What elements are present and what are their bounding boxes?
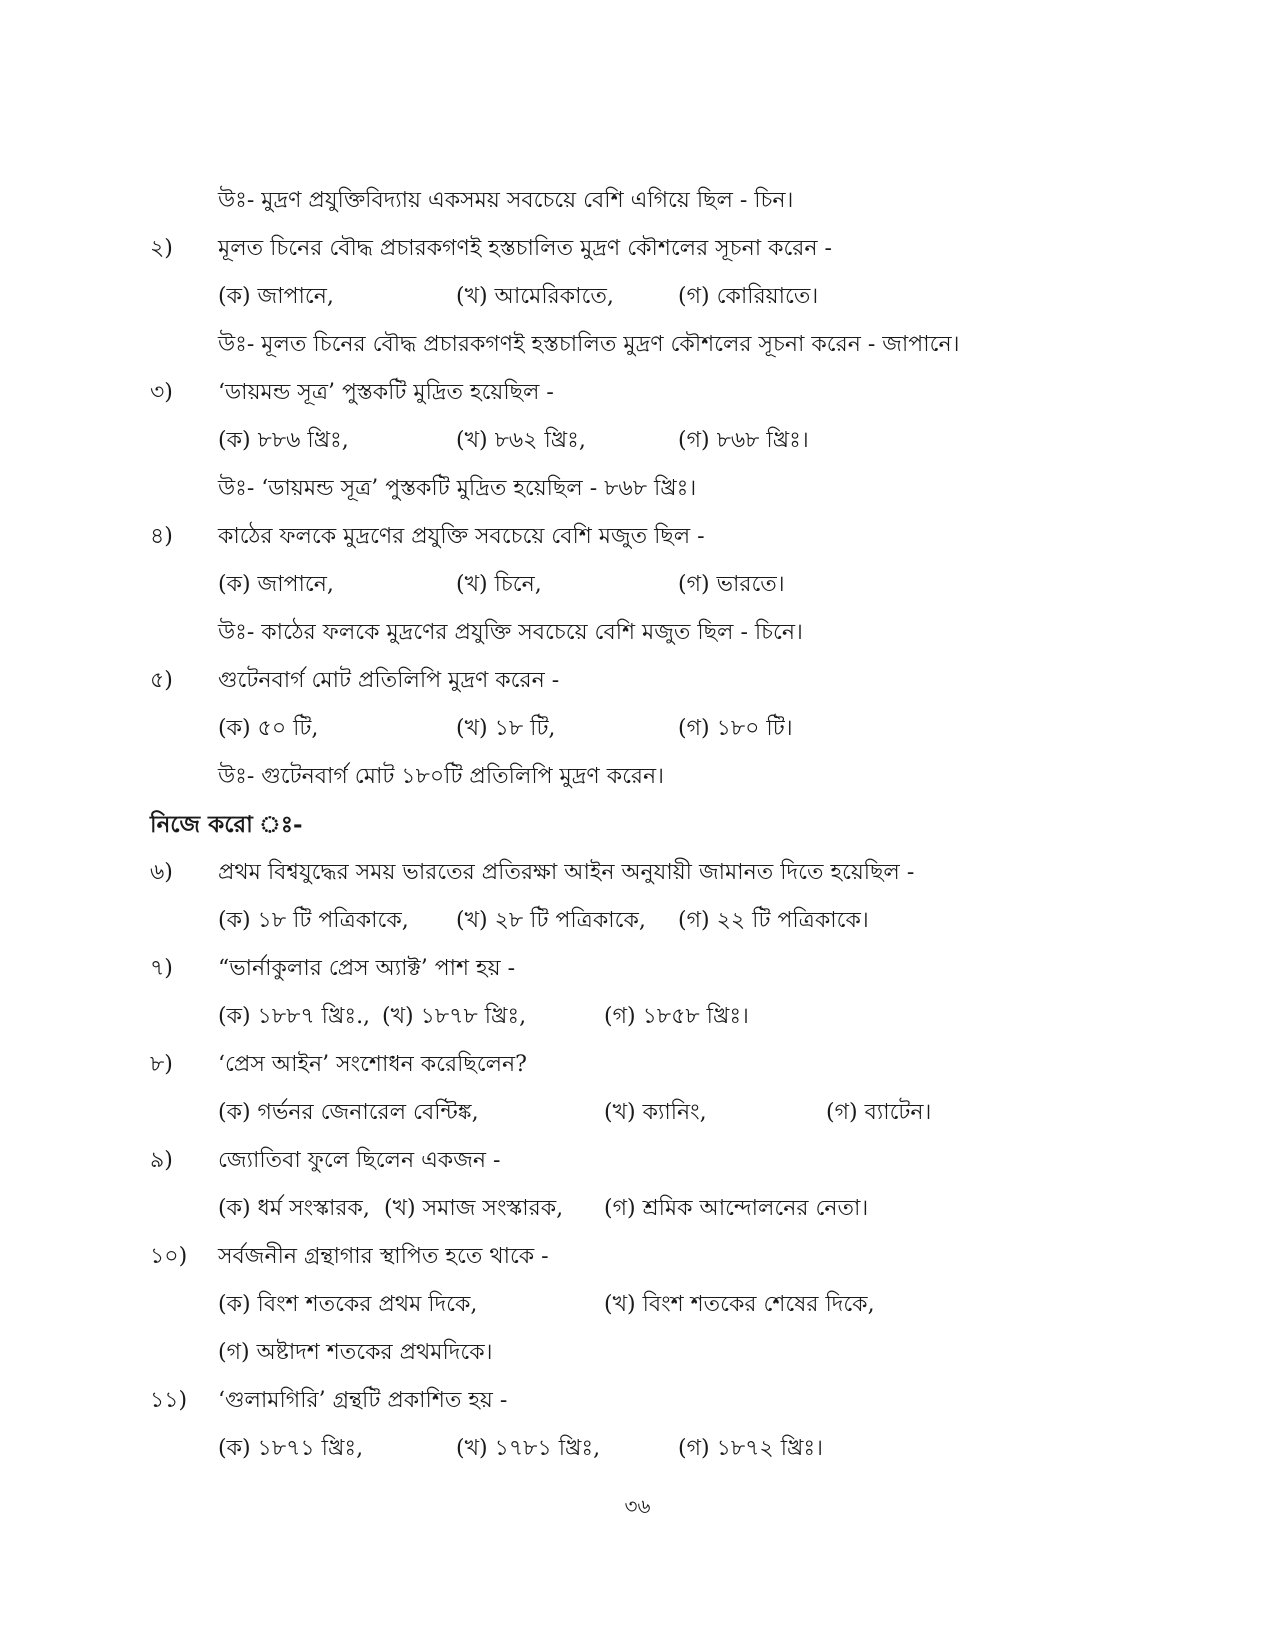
option-q11-c: (গ) ১৮৭২ খ্রিঃ।: [678, 1436, 823, 1461]
question-number-q6: ৬): [150, 860, 173, 885]
question-q3: ‘ডায়মন্ড সূত্র’ পুস্তকটি মুদ্রিত হয়েছিল -: [218, 380, 554, 405]
option-q10-b: (খ) বিংশ শতকের শেষের দিকে,: [604, 1292, 875, 1317]
option-q3-b: (খ) ৮৬২ খ্রিঃ,: [456, 428, 586, 453]
question-q5: গুটেনবার্গ মোট প্রতিলিপি মুদ্রণ করেন -: [218, 668, 560, 693]
option-q8-b: (খ) ক্যানিং,: [604, 1100, 707, 1125]
option-q11-a: (ক) ১৮৭১ খ্রিঃ,: [218, 1436, 364, 1461]
question-number-q8: ৮): [150, 1052, 173, 1077]
question-q10: সর্বজনীন গ্রন্থাগার স্থাপিত হতে থাকে -: [218, 1244, 549, 1269]
option-q8-a: (ক) গর্ভনর জেনারেল বেন্টিঙ্ক,: [218, 1100, 479, 1125]
option-q2-c: (গ) কোরিয়াতে।: [678, 284, 819, 309]
option-q7-c: (গ) ১৮৫৮ খ্রিঃ।: [604, 1004, 749, 1029]
question-q2: মূলত চিনের বৌদ্ধ প্রচারকগণই হস্তচালিত মুদ্রণ কৌশলের সূচনা করেন -: [218, 236, 832, 261]
option-q4-a: (ক) জাপানে,: [218, 572, 334, 597]
option-q9-b: (খ) সমাজ সংস্কারক,: [384, 1196, 564, 1221]
question-q4: কাঠের ফলকে মুদ্রণের প্রযুক্তি সবচেয়ে বেশি মজুত ছিল -: [218, 524, 705, 549]
option-q6-b: (খ) ২৮ টি পত্রিকাকে,: [456, 908, 646, 933]
option-q6-c: (গ) ২২ টি পত্রিকাকে।: [678, 908, 869, 933]
option-q7-b: (খ) ১৮৭৮ খ্রিঃ,: [382, 1004, 527, 1029]
answer-q2: উঃ- মূলত চিনের বৌদ্ধ প্রচারকগণই হস্তচালিত মুদ্রণ কৌশলের সূচনা করেন - জাপানে।: [218, 332, 960, 357]
option-q3-a: (ক) ৮৮৬ খ্রিঃ,: [218, 428, 349, 453]
option-q5-c: (গ) ১৮০ টি।: [678, 716, 793, 741]
option-q2-a: (ক) জাপানে,: [218, 284, 334, 309]
section-heading: নিজে করো ঃ-: [150, 811, 303, 838]
option-q2-b: (খ) আমেরিকাতে,: [456, 284, 614, 309]
question-q6: প্রথম বিশ্বযুদ্ধের সময় ভারতের প্রতিরক্ষা আইন অনুযায়ী জামানত দিতে হয়েছিল -: [218, 860, 915, 885]
option-q10-c: (গ) অষ্টাদশ শতকের প্রথমদিকে।: [218, 1340, 493, 1365]
page-number: ৩৬: [624, 1494, 651, 1518]
option-q9-a: (ক) ধর্ম সংস্কারক,: [218, 1196, 370, 1221]
option-q4-b: (খ) চিনে,: [456, 572, 542, 597]
question-number-q10: ১০): [150, 1244, 188, 1269]
option-q11-b: (খ) ১৭৮১ খ্রিঃ,: [456, 1436, 601, 1461]
question-number-q2: ২): [150, 236, 173, 261]
answer-q3: উঃ- ‘ডায়মন্ড সূত্র’ পুস্তকটি মুদ্রিত হয়েছিল - ৮৬৮ খ্রিঃ।: [218, 476, 697, 501]
question-number-q4: ৪): [150, 524, 173, 549]
option-q6-a: (ক) ১৮ টি পত্রিকাকে,: [218, 908, 409, 933]
option-q4-c: (গ) ভারতে।: [678, 572, 785, 597]
question-number-q11: ১১): [150, 1388, 188, 1413]
question-q8: ‘প্রেস আইন’ সংশোধন করেছিলেন?: [218, 1052, 527, 1077]
question-q7: “ভার্নাকুলার প্রেস অ্যাক্ট’ পাশ হয় -: [218, 956, 516, 981]
question-q9: জ্যোতিবা ফুলে ছিলেন একজন -: [218, 1148, 501, 1173]
option-q3-c: (গ) ৮৬৮ খ্রিঃ।: [678, 428, 809, 453]
answer-q4: উঃ- কাঠের ফলকে মুদ্রণের প্রযুক্তি সবচেয়ে বেশি মজুত ছিল - চিনে।: [218, 620, 803, 645]
question-q11: ‘গুলামগিরি’ গ্রন্থটি প্রকাশিত হয় -: [218, 1388, 508, 1413]
option-q10-a: (ক) বিংশ শতকের প্রথম দিকে,: [218, 1292, 478, 1317]
question-number-q5: ৫): [150, 668, 173, 693]
question-number-q9: ৯): [150, 1148, 173, 1173]
option-q9-c: (গ) শ্রমিক আন্দোলনের নেতা।: [604, 1196, 869, 1221]
question-number-q7: ৭): [150, 956, 173, 981]
question-number-q3: ৩): [150, 380, 173, 405]
option-q5-b: (খ) ১৮ টি,: [456, 716, 556, 741]
option-q5-a: (ক) ৫০ টি,: [218, 716, 319, 741]
option-q7-a: (ক) ১৮৮৭ খ্রিঃ.,: [218, 1004, 371, 1029]
answer-q1: উঃ- মুদ্রণ প্রযুক্তিবিদ্যায় একসময় সবচেয়ে বেশি এগিয়ে ছিল - চিন।: [218, 188, 794, 213]
answer-q5: উঃ- গুটেনবার্গ মোট ১৮০টি প্রতিলিপি মুদ্রণ করেন।: [218, 764, 665, 789]
option-q8-c: (গ) ব্যাটেন।: [826, 1100, 932, 1125]
